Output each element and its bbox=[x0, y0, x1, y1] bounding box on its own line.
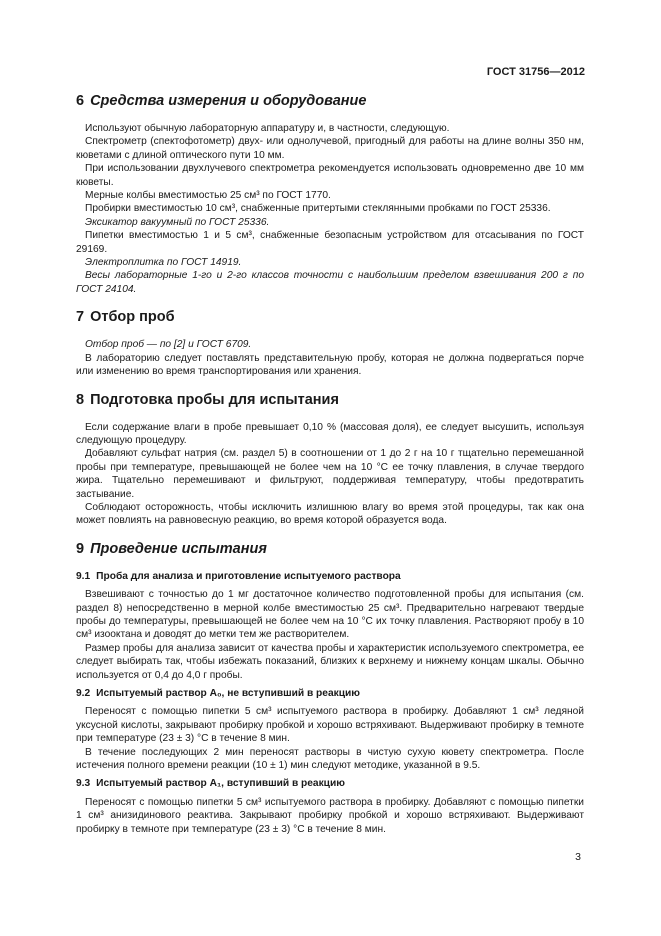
subsection-9-1-heading bbox=[76, 570, 584, 583]
subsection-number: 9.2 bbox=[76, 688, 91, 699]
paragraph: При использовании двухлучевого спектрометра рекомендуется использовать одновременно две 10 мм кюветы. bbox=[76, 163, 584, 188]
section-6-heading bbox=[76, 92, 584, 110]
paragraph: Весы лабораторные 1-го и 2-го классов точности с наибольшим пределом взвешивания 200 г по ГОСТ 24104. bbox=[76, 270, 584, 295]
section-number: 9 bbox=[76, 540, 85, 557]
page-number: 3 bbox=[575, 851, 581, 863]
subsection-9-2-heading bbox=[76, 687, 584, 700]
section-title: Средства измерения и оборудование bbox=[90, 93, 367, 109]
section-number: 8 bbox=[76, 391, 85, 408]
paragraph: Соблюдают осторожность, чтобы исключить излишнюю влагу во время этой процедуры, так как она может повлиять на равновесную реакцию, во время которой образуется вода. bbox=[76, 501, 584, 527]
section-9-heading bbox=[76, 540, 584, 558]
paragraph: Эксикатор вакуумный по ГОСТ 25336. bbox=[85, 216, 270, 228]
section-number: 6 bbox=[76, 93, 85, 109]
subsection-9-3-heading bbox=[76, 777, 584, 790]
subsection-title: Испытуемый раствор А₀, не вступивший в реакцию bbox=[96, 688, 360, 699]
paragraph: Взвешивают с точностью до 1 мг достаточное количество подготовленной пробы для испытания (см. раздел 8) непосредственно в мерной колбе вместимостью 25 см³. Предварительно нагревают твердые пробы до температуры, превышающей не более чем на 10 °С их точку плавления. Растворяют пробу в 10 см³ изооктана и доводят до метки тем же растворителем. bbox=[76, 589, 584, 641]
section-number: 7 bbox=[76, 309, 85, 326]
subsection-title: Проба для анализа и приготовление испытуемого раствора bbox=[96, 570, 401, 582]
subsection-title: Испытуемый раствор А₁, вступивший в реакцию bbox=[96, 778, 345, 790]
paragraph: В течение последующих 2 мин переносят растворы в чистую сухую кювету спектрометра. После истечения полного времени реакции (10 ± 1) мин следуют методике, указанной в 9.5. bbox=[76, 746, 584, 772]
paragraph: Переносят с помощью пипетки 5 см³ испытуемого раствора в пробирку. Добавляют 1 см³ ледяной уксусной кислоты, закрывают пробирку пробкой и хорошо встряхивают. Выдерживают пробирку в темноте при температуре (23 ± 3) °С в течение 8 мин. bbox=[76, 706, 584, 745]
paragraph: Переносят с помощью пипетки 5 см³ испытуемого раствора в пробирку. Добавляют с помощью пипетки 1 см³ анизидинового реактива. Закрывают пробирку пробкой и хорошо встряхивают. Выдерживают пробирку в темноте при температуре (23 ± 3) °С в течение 8 мин. bbox=[76, 796, 584, 835]
subsection-number: 9.3 bbox=[76, 778, 91, 790]
paragraph: Спектрометр (спектофотометр) двух- или однолучевой, пригодный для работы на длине волны 350 нм, кюветами с длиной оптического пути 10 мм. bbox=[76, 136, 584, 161]
section-title: Подготовка пробы для испытания bbox=[90, 391, 339, 408]
paragraph: Добавляют сульфат натрия (см. раздел 5) в соотношении от 1 до 2 г на 10 г тщательно перемешанной пробы при температуре, превышающей не более чем на 10 °С ее точку плавления, в случае твердого жира. Тщательно перемешивают и фильтруют, поддерживая температуру, чтобы предотвратить застывание. bbox=[76, 448, 584, 500]
subsection-number: 9.1 bbox=[76, 570, 91, 582]
paragraph: Мерные колбы вместимостью 25 см³ по ГОСТ 1770. bbox=[85, 190, 331, 202]
paragraph: В лабораторию следует поставлять представительную пробу, которая не должна подвергаться порче или изменению во время транспортирования или хранения. bbox=[76, 352, 584, 378]
paragraph: Пробирки вместимостью 10 см³, снабженные притертыми стеклянными пробками по ГОСТ 25336. bbox=[85, 203, 551, 215]
section-7-heading bbox=[76, 308, 584, 326]
paragraph: Отбор проб — по [2] и ГОСТ 6709. bbox=[85, 339, 252, 351]
paragraph: Используют обычную лабораторную аппаратуру и, в частности, следующую. bbox=[85, 123, 450, 134]
page-content bbox=[76, 92, 584, 836]
section-title: Проведение испытания bbox=[90, 540, 267, 557]
section-8-heading bbox=[76, 391, 584, 409]
paragraph: Если содержание влаги в пробе превышает 0,10 % (массовая доля), ее следует высушить, используя следующую процедуру. bbox=[76, 421, 584, 446]
document-code: ГОСТ 31756—2012 bbox=[486, 66, 585, 78]
section-title: Отбор проб bbox=[90, 309, 175, 326]
paragraph: Пипетки вместимостью 1 и 5 см³, снабженные безопасным устройством для отсасывания по ГОСТ 29169. bbox=[76, 230, 584, 255]
paragraph: Размер пробы для анализа зависит от качества пробы и характеристик используемого спектрометра, ее следует выбирать так, чтобы избежать показаний, близких к верхнему и нижнему концам шкалы. Обычно используется от 0,4 до 4,0 г пробы. bbox=[76, 642, 584, 681]
paragraph: Электроплитка по ГОСТ 14919. bbox=[85, 257, 242, 269]
